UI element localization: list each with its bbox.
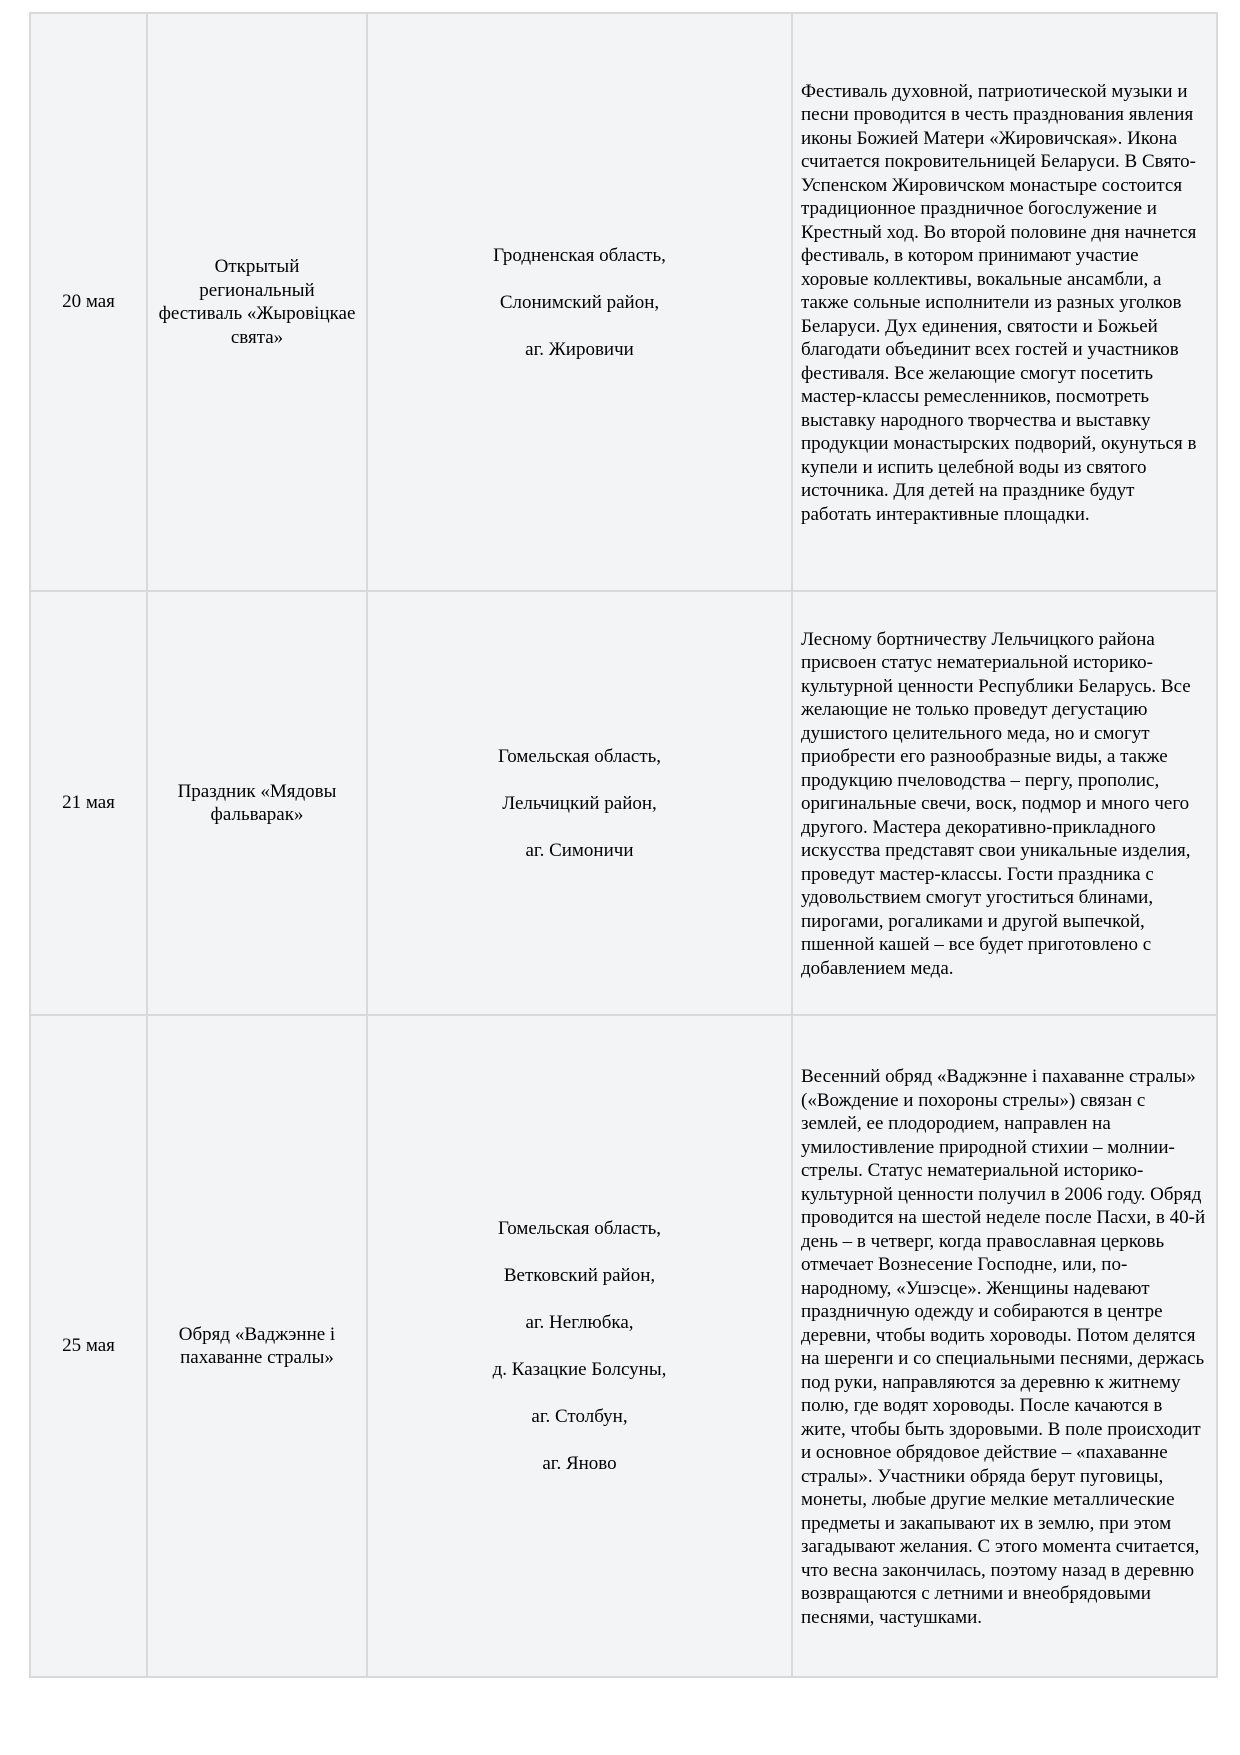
event-name-text: Открытый региональный фестиваль «Жыровіцкае свята» bbox=[158, 256, 356, 348]
place-line: аг. Неглюбка, bbox=[525, 1312, 634, 1333]
place-line: Гомельская область, bbox=[497, 1218, 662, 1239]
event-date: 21 мая bbox=[30, 591, 147, 1015]
event-description bbox=[792, 1015, 1217, 1677]
place-line: аг. Симоничи bbox=[525, 839, 634, 861]
event-description-text: Весенний обряд «Ваджэнне і пахаванне стралы» («Вождение и похороны стрелы») связан с землей, ее плодородием, направлен на умилостивление природной стихии – молнии-стрелы. Статус нематериальной историко-культурной ценности получил в 2006 году. Обряд проводится на шестой неделе после Пасхи, в 40-й день – в четверг, когда православная церковь отмечает Вознесение Господне, или, по-народному, «Ушэсце». Женщины надевают праздничную одежду и собираются в центре деревни, чтобы водить хороводы. Потом делятся на шеренги и со специальными песнями, держась под руки, направляются за деревню к житнему полю, где водят хороводы. После качаются в жите, чтобы быть здоровыми. В поле происходит и основное обрядовое действие – «пахаванне стралы». Участники обряда берут пуговицы, монеты, любые другие мелкие металлические предметы и закапывают их в землю, при этом загадывают желания. С этого момента считается, что весна закончилась, поэтому назад в деревню возвращаются с летними и внеобрядовыми песнями, частушками. bbox=[801, 1066, 1206, 1628]
table-row bbox=[30, 1015, 1217, 1677]
event-name bbox=[147, 13, 367, 591]
place-line: д. Казацкие Болсуны, bbox=[492, 1359, 667, 1380]
event-description bbox=[792, 591, 1217, 1015]
event-date: 25 мая bbox=[30, 1015, 147, 1677]
event-place bbox=[367, 13, 792, 591]
event-name-text: Праздник «Мядовы фальварак» bbox=[177, 780, 337, 825]
event-description-text: Лесному бортничеству Лельчицкого района присвоен статус нематериальной историко-культурной ценности Республики Беларусь. Все желающие не только проведут дегустацию душистого целительного меда, но и смогут приобрести его разнообразные виды, а также продукцию пчеловодства – пергу, прополис, оригинальные свечи, воск, подмор и много чего другого. Мастера декоративно-прикладного искусства представят свои уникальные изделия, проведут мастер-классы. Гости праздника с удовольствием смогут угоститься блинами, пирогами, рогаликами и другой выпечкой, пшенной кашей – все будет приготовлено с добавлением меда. bbox=[801, 628, 1191, 979]
event-description-text: Фестиваль духовной, патриотической музыки и песни проводится в честь празднования явления иконы Божией Матери «Жировичская». Икона считается покровительницей Беларуси. В Свято-Успенском Жировичском монастыре состоится традиционное праздничное богослужение и Крестный ход. Во второй половине дня начнется фестиваль, в котором принимают участие хоровые коллективы, вокальные ансамбли, а также сольные исполнители из разных уголков Беларуси. Дух единения, святости и Божьей благодати объединит всех гостей и участников фестиваля. Все желающие смогут посетить мастер-классы ремесленников, посмотреть выставку народного творчества и выставку продукции монастырских подворий, окунуться в купели и испить целебной воды из святого источника. Для детей на празднике будут работать интерактивные площадки. bbox=[801, 80, 1197, 525]
event-name bbox=[147, 1015, 367, 1677]
place-line: аг. Яново bbox=[542, 1453, 617, 1474]
event-place bbox=[367, 591, 792, 1015]
event-description bbox=[792, 13, 1217, 591]
event-date: 20 мая bbox=[30, 13, 147, 591]
place-line: аг. Столбун, bbox=[531, 1406, 628, 1427]
place-line: Слонимский район, bbox=[499, 291, 660, 313]
place-line: Ветковский район, bbox=[503, 1265, 656, 1286]
place-line: аг. Жировичи bbox=[525, 338, 634, 360]
table-row bbox=[30, 13, 1217, 591]
event-name bbox=[147, 591, 367, 1015]
place-line: Гомельская область, bbox=[497, 745, 662, 767]
event-place bbox=[367, 1015, 792, 1677]
event-name-text: Обряд «Ваджэнне і пахаванне стралы» bbox=[178, 1323, 336, 1368]
events-table bbox=[29, 12, 1218, 1678]
place-line: Гродненская область, bbox=[493, 244, 666, 266]
place-line: Лельчицкий район, bbox=[502, 792, 657, 814]
table-row bbox=[30, 591, 1217, 1015]
